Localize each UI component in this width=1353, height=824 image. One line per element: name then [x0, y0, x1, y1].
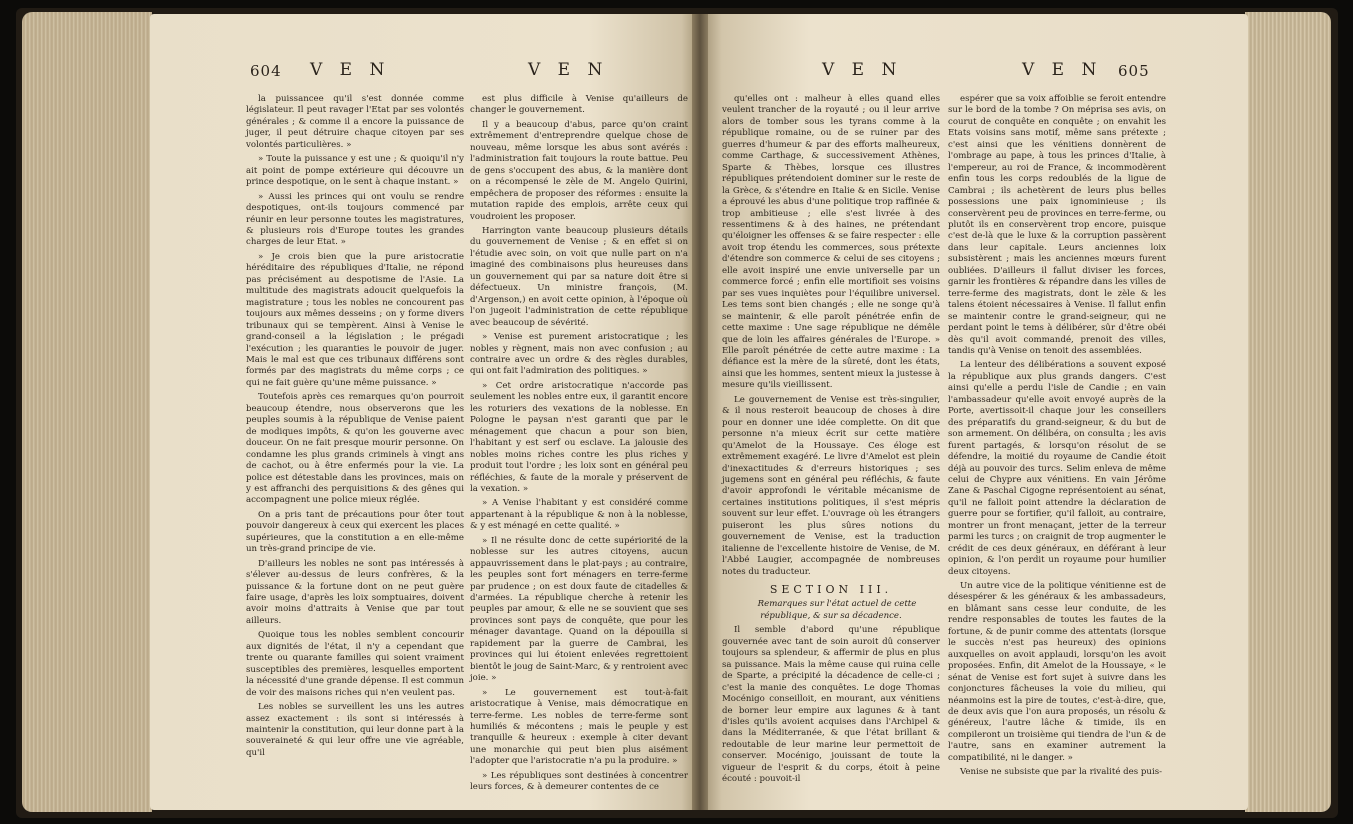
paragraph: Il y a beaucoup d'abus, parce qu'on craint extrêmement d'entreprendre quelque chose de nouveau, même lorsque les abus sont avérés : l'administration fait toujours la route battue. Peu de gens s'occupent des abus, & la manière dont on a récompensé le zèle de M. Angelo Quirini, empêchera de proposer des réformes : ensuite la mutation rapide des emplois, arrête ceux qui voudroient les proposer. — [470, 119, 688, 222]
paragraph: » Cet ordre aristocratique n'accorde pas seulement les nobles entre eux, il garantit encore les roturiers des vexations de la noblesse. En Pologne le paysan n'est garanti que par le ménagement que chacun a pour son bien, l'habitant y est serf ou esclave. La jalousie des nobles moins riches contre les plus riches y produit tout l'ordre ; les loix sont en général peu réfléchies, & faute de la morale y préservent de la vexation. » — [470, 380, 688, 494]
right-column-2 — [948, 94, 1166, 782]
paragraph: Harrington vante beaucoup plusieurs détails du gouvernement de Venise ; & en effet si on l'étudie avec soin, on voit que nulle part on n'a imaginé des combinaisons plus heureuses dans un gouvernement qui par sa nature doit être si défectueux. Un ministre françois, (M. d'Argenson,) en avoit cette opinion, à l'époque où l'on jugeoit l'administration de cette république avec beaucoup de sévérité. — [470, 225, 688, 328]
right-running-head — [700, 60, 1248, 88]
left-head-word-col2: V E N — [528, 60, 609, 80]
section-title: SECTION III. — [769, 583, 893, 597]
paragraph: » Il ne résulte donc de cette supériorité de la noblesse sur les autres citoyens, aucun appauvrissement dans le plat-pays ; au contraire, les peuples sont fort ménagers en terre-ferme par prudence ; on est doux faute de citadelles & d'armées. La république cherche à retenir les peuples par amour, & elle ne se souvient que ses provinces sont pays de conquête, que pour les ménager davantage. Quand on la dépouilla si rapidement par la guerre de Cambrai, les provinces qui lui étoient enlevées regrettoient bientôt le joug de Saint-Marc, & y rentroient avec joie. » — [470, 535, 688, 684]
left-head-word-col1: V E N — [310, 60, 391, 80]
paragraph: » A Venise l'habitant y est considéré comme appartenant à la république & non à la noblesse, & y est ménagé en cette qualité. » — [470, 498, 688, 532]
paragraph: » Aussi les princes qui ont voulu se rendre despotiques, ont-ils toujours commencé par réunir en leur personne toutes les magistratures, & plusieurs rois d'Europe toutes les grandes charges de leur Etat. » — [246, 191, 464, 248]
paragraph: La lenteur des délibérations a souvent exposé la république aux plus grands dangers. C'est ainsi qu'elle a perdu l'isle de Candie ; en vain l'ambassadeur qu'elle avoit envoyé auprès de la Porte, avertissoit-il chaque jour les conseillers des préparatifs du grand-seigneur, & du but de son armement. On délibéra, on consulta ; les avis furent partagés, & lorsqu'on résolut de se défendre, la moitié du royaume de Candie étoit déjà au pouvoir des turcs. Selim enleva de même celui de Chypre aux vénitiens. En vain Jérôme Zane & Paschal Cigogne représentoient au sénat, qu'il ne falloit point attendre la déclaration de guerre pour se fortifier, qu'il falloit, au contraire, montrer un front menaçant, jetter de la terreur parmi les turcs ; on craignit de trop augmenter le crédit de ces deux généraux, en déférant à leur opinion, & l'on perdit un royaume pour humilier deux citoyens. — [948, 360, 1166, 577]
paragraph: Toutefois après ces remarques qu'on pourroit beaucoup étendre, nous observerons que les peuples soumis à la république de Venise paient de modiques impôts, & qu'on les gouverne avec douceur. On ne fait presque mourir personne. On condamne les plus grands criminels à vingt ans de cachot, ou à être enfermés pour la vie. La police est détestable dans les provinces, mais on y est affranchi des perquisitions & des gênes qui accompagnent une police mieux réglée. — [246, 392, 464, 506]
paragraph: est plus difficile à Venise qu'ailleurs de changer le gouvernement. — [470, 94, 688, 116]
section-subtitle: Remarques sur l'état actuel de cette république, & sur sa décadence. — [757, 599, 917, 621]
left-page — [150, 14, 698, 810]
paragraph: qu'elles ont : malheur à elles quand elles veulent trancher de la royauté ; ou il leur arrive alors de tomber sous les tyrans comme à la république romaine, ou de se ruiner par des guerres d'humeur & par des efforts malheureux, comme Carthage, & successivement Athènes, Sparte & Thèbes, lorsque ces illustres républiques prétendoient dominer sur le reste de la Grèce, & s'étendre en Italie & en Sicile. Venise a éprouvé les abus d'une politique trop raffinée & trop ambitieuse ; elle s'est livrée à des ressentimens & à des haines, ne prétendant qu'éloigner les offenses & se faire respecter : elle avoit trop étendu les commerces, sous prétexte d'étendre son commerce & celui de ses citoyens ; elle avoit inspiré une envie universelle par un commerce forcé ; enfin elle mortifioit ses voisins par ses vues inquiètes pour l'équilibre universel. Les tems sont bien changés ; elle ne songe qu'à se maintenir, & elle paroît pénétrée enfin de cette maxime : Une sage république ne démêle que de loin les affaires générales de l'Europe. » Elle paroît pénétrée de cette autre maxime : La défiance est la mère de la sûreté, dont les états, ainsi que les hommes, sentent mieux la justesse à mesure qu'ils vieillissent. — [722, 94, 940, 391]
paragraph: Un autre vice de la politique vénitienne est de désespérer & les généraux & les ambassadeurs, en blâmant sans cesse leur conduite, de les rendre responsables de toutes les fautes de la fortune, & de punir comme des attentats (lorsque le succès n'est pas heureux) des opinions auxquelles on avoit applaudi, lorsqu'on les avoit proposées. Enfin, dit Amelot de la Houssaye, « le sénat de Venise est fort sujet à suivre dans les conjonctures fâcheuses la voie du milieu, qui néanmoins est la pire de toutes, c'est-à-dire, que, de deux avis que l'on aura proposés, un résolu & généreux, l'autre lâche & timide, ils en compileront un troisième qui tiendra de l'un & de l'autre, sans en examiner autrement la compatibilité, ni le danger. » — [948, 581, 1166, 763]
left-column-1 — [246, 94, 464, 762]
book-gutter — [692, 14, 708, 810]
paragraph: la puissancee qu'il s'est donnée comme législateur. Il peut ravager l'Etat par ses volontés générales ; & comme il a encore la puissance de juger, il peut détruire chaque citoyen par ses volontés particulières. » — [246, 94, 464, 150]
paragraph: » Les républiques sont destinées à concentrer leurs forces, & à demeurer contentes de ce — [470, 770, 688, 793]
paragraph: » Je crois bien que la pure aristocratie héréditaire des républiques d'Italie, ne répond pas précisément au despotisme de l'Asie. La multitude des magistrats adoucit quelquefois la magistrature ; tous les nobles ne concourent pas toujours aux mêmes desseins ; on y forme divers tribunaux qui se tempèrent. Ainsi à Venise le grand-conseil a la législation ; le prégadi l'exécution ; les quaranties le pouvoir de juger. Mais le mal est que ces tribunaux différens sont formés par des magistrats du même corps ; ce qui ne fait guère qu'une même puissance. » — [246, 251, 464, 388]
paragraph: D'ailleurs les nobles ne sont pas intéressés à s'élever au-dessus de leurs confrères, & la puissance & la fortune dont on ne peut guère faire usage, d'après les loix somptuaires, doivent avoir moins d'attraits à Venise que par tout ailleurs. — [246, 558, 464, 626]
paragraph: espérer que sa voix affoiblie se feroit entendre sur le bord de la tombe ? On méprisa ses avis, on courut de conquête en conquête ; on envahit les Etats voisins sans motif, même sans prétexte ; c'est ainsi que les vénitiens donnèrent de l'ombrage au pape, à tous les princes d'Italie, à l'empereur, au roi de France, & incommodèrent enfin tous les corps redoublés de la ligue de Cambrai ; ils achetèrent de leurs plus belles possessions une paix ignominieuse ; ils conservèrent peu de provinces en terre-ferme, ou plutôt ils en conservèrent trop encore, puisque c'est de-là que le luxe & la corruption passèrent dans leur capitale. Leurs anciennes loix subsistèrent ; mais les anciennes mœurs furent oubliées. D'ailleurs il fallut diviser les forces, garnir les frontières & répandre dans les villes de terre-ferme des magistrats, dont le zèle & les talens étoient nécessaires à Venise. Il fallut enfin se maintenir contre le grand-seigneur, qui ne perdant point le tems à délibérer, sûr d'être obéi dès qu'il avoit commandé, prenoit des villes, tandis qu'à Venise on tenoit des assemblées. — [948, 94, 1166, 356]
left-page-edges — [22, 12, 152, 812]
paragraph: Venise ne subsiste que par la rivalité des puis- — [960, 767, 1163, 778]
paragraph: » Venise est purement aristocratique ; les nobles y règnent, mais non avec confusion ; au contraire avec un ordre & des règles durables, qui ont fait l'admiration des politiques. » — [470, 332, 688, 377]
paragraph: » Toute la puissance y est une ; & quoiqu'il n'y ait point de pompe extérieure qui découvre un prince despotique, on le sent à chaque instant. » — [246, 154, 464, 188]
right-page-number: 605 — [1118, 62, 1150, 80]
paragraph: Les nobles se surveillent les uns les autres assez exactement : ils sont si intéressés à maintenir la constitution, qui leur donne part à la souveraineté & qui leur offre une vie agréable, qu'il — [246, 702, 464, 758]
paragraph: Quoique tous les nobles semblent concourir aux dignités de l'état, il n'y a cependant que trente ou quarante familles qui soient vraiment susceptibles des premières, lesquelles emportent la nécessité d'une grande dépense. Il est commun de voir des maisons riches qui n'en veulent pas. — [246, 630, 464, 698]
right-column-1 — [722, 94, 940, 789]
right-page — [700, 14, 1248, 810]
paragraph: On a pris tant de précautions pour ôter tout pouvoir dangereux à ceux qui exercent les places supérieures, que la constitution a en elle-même un très-grand principe de vie. — [246, 509, 464, 555]
right-page-edges — [1245, 12, 1331, 812]
right-head-word-col1: V E N — [822, 60, 903, 80]
right-head-word-col2: V E N — [1022, 60, 1103, 80]
left-column-2 — [470, 94, 688, 797]
paragraph: Le gouvernement de Venise est très-singulier, & il nous resteroit beaucoup de choses à dire pour en donner une idée complette. On dit que personne n'a mieux écrit sur cette matière qu'Amelot de la Houssaye. Ces éloge est extrêmement exagéré. Le livre d'Amelot est plein d'inexactitudes & d'erreurs historiques ; ses jugemens sont en général peu réfléchis, & faute d'avoir approfondi le véritable mécanisme de certaines institutions politiques, il s'est mépris souvent sur leur effet. L'ouvrage où les étrangers puiseront les plus sûres notions du gouvernement de Venise, est la traduction italienne de l'excellente histoire de Venise, de M. l'Abbé Laugier, accompagnée de nombreuses notes du traducteur. — [722, 394, 940, 577]
left-page-number: 604 — [250, 62, 282, 80]
paragraph: Il semble d'abord qu'une république gouvernée avec tant de soin auroit dû conserver toujours sa splendeur, & affermir de plus en plus sa puissance. Mais la même cause qui ruina celle de Sparte, a précipité la décadence de celle-ci ; c'est la manie des conquêtes. Le doge Thomas Mocénigo conseilloit, en mourant, aux vénitiens de borner leur empire aux lagunes & à tant d'isles qu'ils avoient acquises dans l'Archipel & dans la Méditerranée, & que l'état brillant & redoutable de leur marine leur permettoit de conserver. Mocénigo, jouissant de toute la vigueur de l'esprit & du corps, étoit à peine écouté : pouvoit-il — [722, 625, 940, 785]
left-running-head — [150, 60, 698, 88]
paragraph: » Le gouvernement est tout-à-fait aristocratique à Venise, mais démocratique en terre-ferme. Les nobles de terre-ferme sont humiliés & mécontens ; mais le peuple y est tranquille & heureux : exemple à citer devant une monarchie qui peut bien plus aisément l'adopter que l'aristocratie n'a pu la produire. » — [470, 687, 688, 767]
